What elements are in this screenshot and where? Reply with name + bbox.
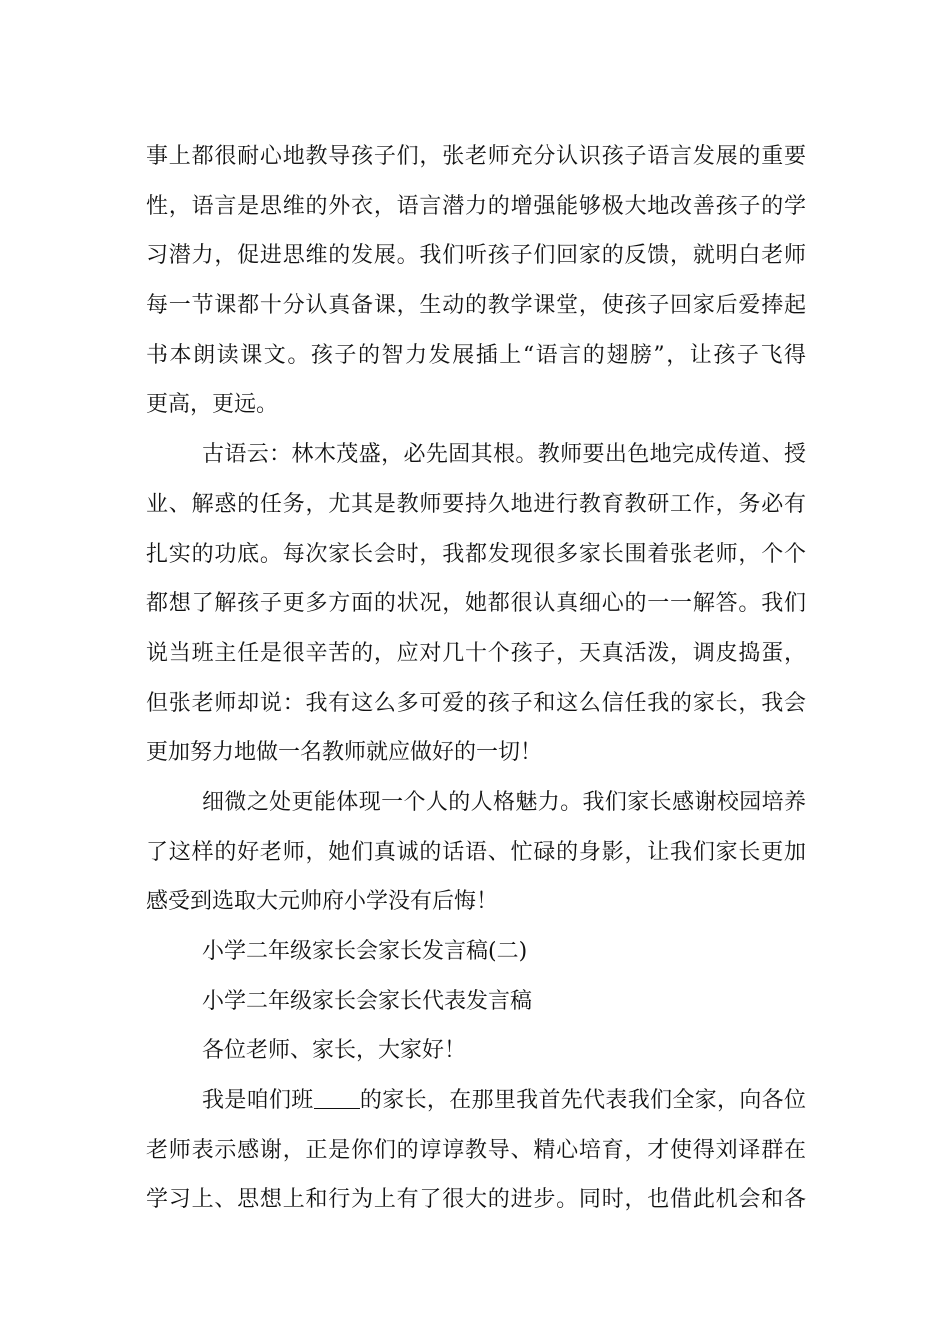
text-line: 习潜力，促进思维的发展。我们听孩子们回家的反馈，就明白老师 <box>146 243 806 269</box>
text-segment: 的家长，在那里我首先代表我们全家，向各位 <box>359 1088 806 1114</box>
text-line: 每一节课都十分认真备课，生动的教学课堂，使孩子回家后爱捧起 <box>146 293 806 319</box>
text-line: 古语云：林木茂盛，必先固其根。教师要出色地完成传道、授 <box>202 442 806 468</box>
paragraph-1 <box>146 132 806 430</box>
text-line: 更加努力地做一名教师就应做好的一切！ <box>146 740 543 766</box>
text-line: 性，语言是思维的外衣，语言潜力的增强能够极大地改善孩子的学 <box>146 193 806 219</box>
text-line: 学习上、思想上和行为上有了很大的进步。同时，也借此机会和各 <box>146 1187 806 1213</box>
text-line: 说当班主任是很辛苦的，应对几十个孩子，天真活泼，调皮捣蛋， <box>146 640 806 666</box>
text-line: 都想了解孩子更多方面的状况，她都很认真细心的一一解答。我们 <box>146 591 806 617</box>
text-line: 老师表示感谢，正是你们的谆谆教导、精心培育，才使得刘译群在 <box>146 1137 806 1163</box>
text-line: 业、解惑的任务，尤其是教师要持久地进行教育教研工作，务必有 <box>146 491 806 517</box>
document-page <box>146 132 806 1225</box>
text-segment: 我是咱们班 <box>202 1088 314 1114</box>
text-line: 细微之处更能体现一个人的人格魅力。我们家长感谢校园培养 <box>202 789 806 815</box>
text-line: 书本朗读课文。孩子的智力发展插上“语言的翅膀”，让孩子飞得 <box>146 342 806 368</box>
text-line: 感受到选取大元帅府小学没有后悔！ <box>146 889 499 915</box>
text-line <box>146 1076 806 1126</box>
text-line: 扎实的功底。每次家长会时，我都发现很多家长围着张老师，个个 <box>146 541 806 567</box>
greeting: 各位老师、家长，大家好！ <box>202 1038 467 1064</box>
text-line: 但张老师却说：我有这么多可爱的孩子和这么信任我的家长，我会 <box>146 690 806 716</box>
fill-in-blank <box>314 1086 360 1109</box>
speech-title: 小学二年级家长会家长代表发言稿 <box>202 988 533 1014</box>
paragraph-3 <box>146 778 806 927</box>
section-title: 小学二年级家长会家长发言稿(二) <box>202 939 528 964</box>
text-line: 更高，更远。 <box>146 392 279 418</box>
paragraph-2 <box>146 430 806 778</box>
paragraph-4 <box>146 1076 806 1225</box>
text-line: 了这样的好老师，她们真诚的话语、忙碌的身影，让我们家长更加 <box>146 839 806 865</box>
text-line: 事上都很耐心地教导孩子们，张老师充分认识孩子语言发展的重要 <box>146 144 806 169</box>
